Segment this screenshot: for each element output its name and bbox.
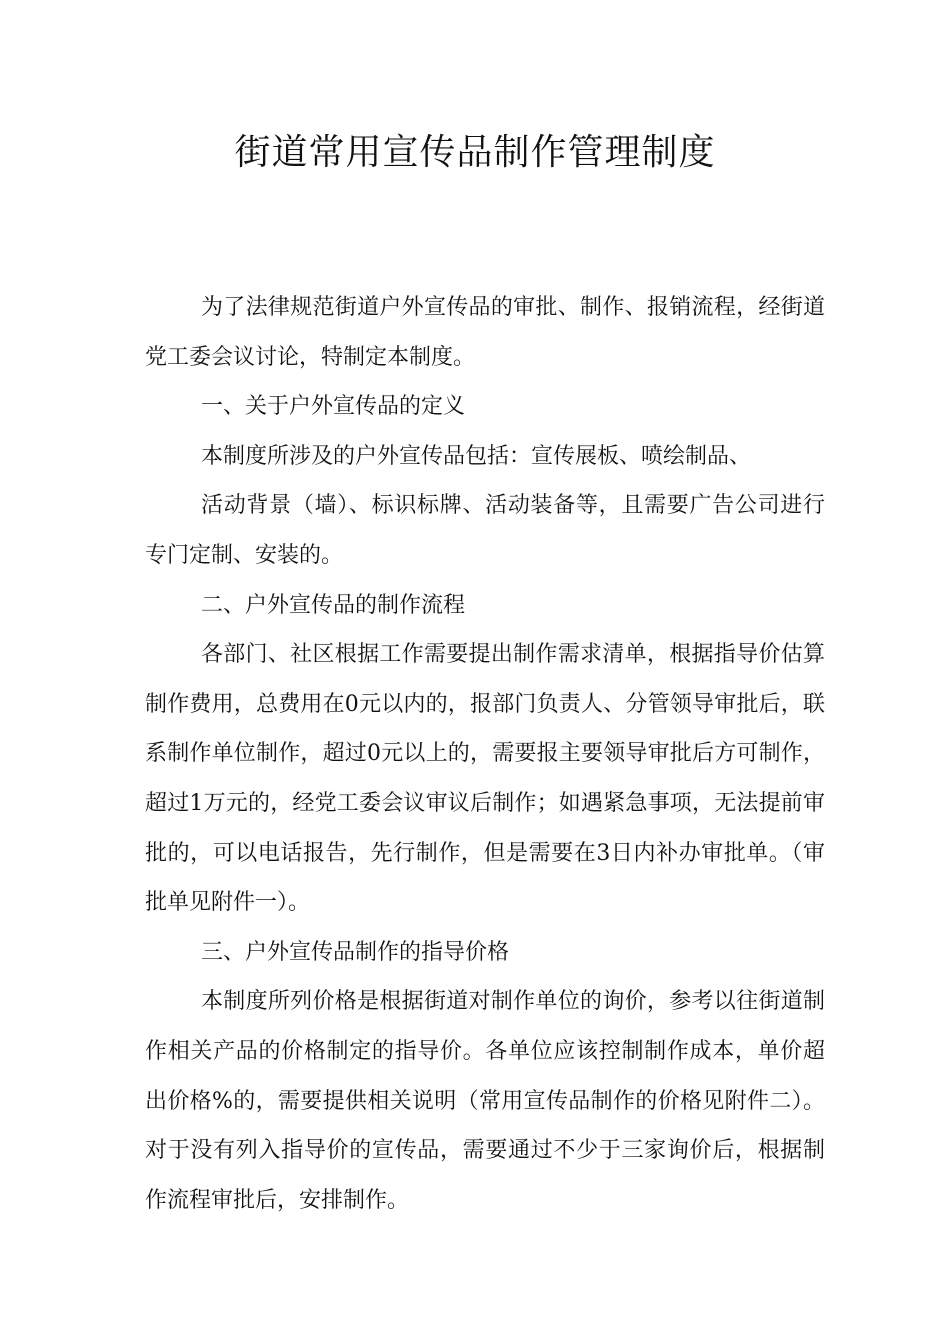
document-body [145, 283, 825, 1225]
intro-paragraph: 为了法律规范街道户外宣传品的审批、制作、报销流程，经街道党工委会议讨论，特制定本制度。 [145, 295, 825, 370]
section-heading-1: 一、关于户外宣传品的定义 [201, 394, 466, 420]
definition-paragraph-2: 活动背景（墙）、标识标牌、活动装备等，且需要广告公司进行专门定制、安装的。 [145, 493, 825, 568]
pricing-paragraph: 本制度所列价格是根据街道对制作单位的询价，参考以往街道制作相关产品的价格制定的指导价。各单位应该控制制作成本，单价超出价格%的，需要提供相关说明（常用宣传品制作的价格见附件二）。对于没有列入指导价的宣传品，需要通过不少于三家询价后，根据制作流程审批后，安排制作。 [145, 989, 825, 1213]
document-title: 街道常用宣传品制作管理制度 [234, 132, 716, 173]
section-heading-2: 二、户外宣传品的制作流程 [201, 592, 466, 618]
section-heading-3: 三、户外宣传品制作的指导价格 [201, 939, 510, 965]
process-paragraph: 各部门、社区根据工作需要提出制作需求清单，根据指导价估算制作费用，总费用在0元以内的，报部门负责人、分管领导审批后，联系制作单位制作，超过0元以上的，需要报主要领导审批后方可制作，超过1万元的，经党工委会议审议后制作；如遇紧急事项，无法提前审批的，可以电话报告，先行制作，但是需要在3日内补办审批单。（审批单见附件一）。 [145, 642, 825, 916]
definition-paragraph-1: 本制度所涉及的户外宣传品包括：宣传展板、喷绘制品、 [201, 443, 752, 469]
